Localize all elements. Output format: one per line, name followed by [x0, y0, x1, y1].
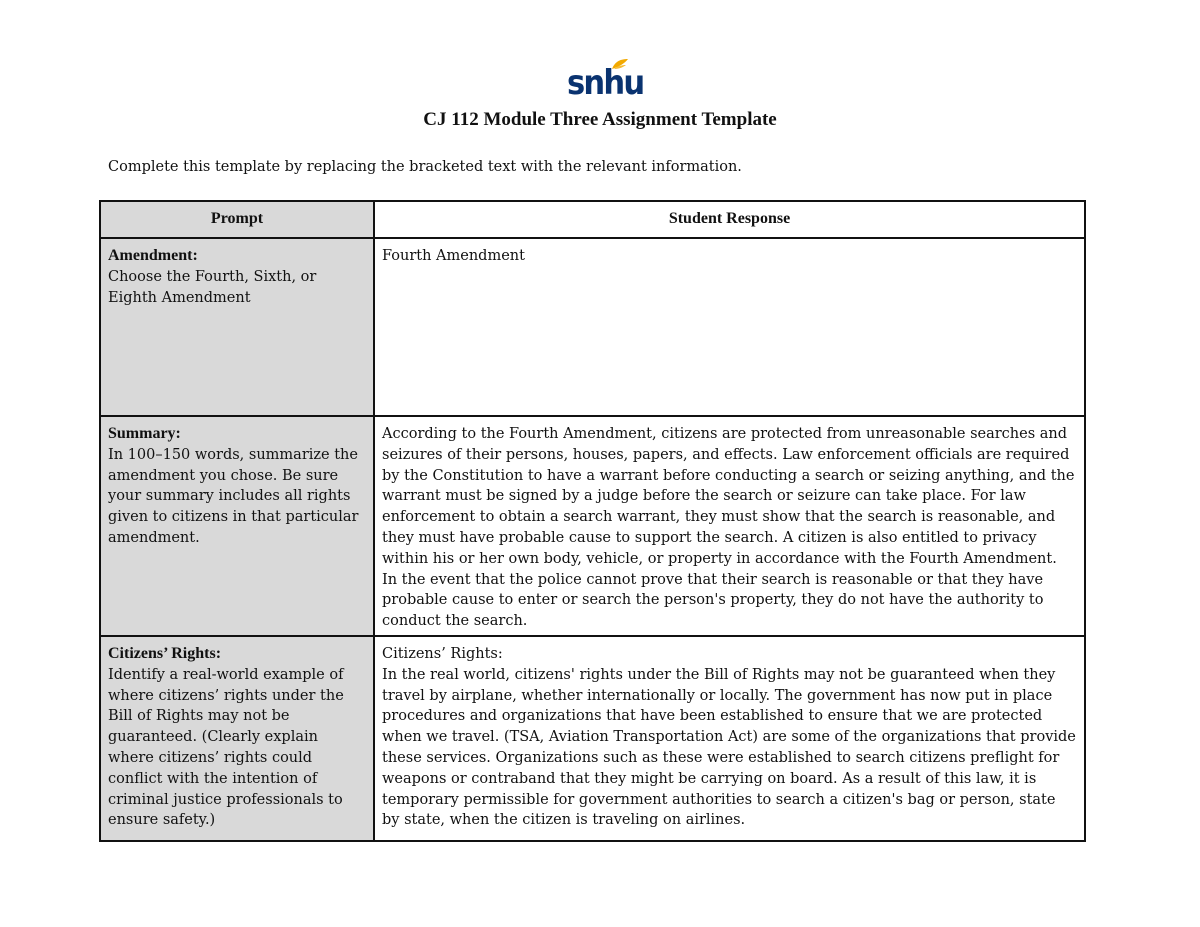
response-cell-citizens-rights[interactable] — [374, 636, 1085, 841]
prompt-description: Choose the Fourth, Sixth, or Eighth Amendment — [108, 268, 317, 306]
document-title: CJ 112 Module Three Assignment Template — [423, 109, 777, 130]
table-row-summary — [100, 416, 1085, 636]
response-text: In the real world, citizens' rights under the Bill of Rights may not be guaranteed when they travel by airplane, whether internationally or locally. The government has now put in place procedures and organizations that have been established to ensure that we are protected when we travel. (TSA, Aviation Transportation Act) are some of the organizations that provide these services. Organizations such as these were established to search citizens preflight for weapons or contraband that they might be carrying on board. As a result of this law, it is temporary permissible for government authorities to search a citizen's bag or person, state by state, when the citizen is traveling on airlines. — [382, 666, 1076, 829]
prompt-cell-citizens-rights — [100, 636, 374, 841]
prompt-cell-amendment — [100, 238, 374, 416]
prompt-label: Citizens’ Rights: — [108, 644, 222, 662]
response-heading: Citizens’ Rights: — [382, 645, 503, 662]
prompt-label: Amendment: — [108, 247, 198, 264]
prompt-cell-summary — [100, 416, 374, 636]
instructions-text: Complete this template by replacing the bracketed text with the relevant information. — [108, 159, 742, 175]
prompt-label: Summary: — [108, 425, 181, 442]
response-text: Fourth Amendment — [382, 248, 525, 264]
table-row-citizens-rights — [100, 636, 1085, 841]
table-header-row — [100, 201, 1085, 238]
prompt-description: In 100–150 words, summarize the amendment you chose. Be sure your summary includes all rights given to citizens in that particular amendment. — [108, 446, 359, 546]
prompt-column-header: Prompt — [100, 201, 374, 238]
prompt-description: Identify a real-world example of where citizens’ rights under the Bill of Rights may not be guaranteed. (Clearly explain where citizens’ rights could conflict with the intention of criminal justice professionals to ensure safety.) — [108, 666, 344, 829]
response-cell-summary[interactable] — [374, 416, 1085, 636]
table-row-amendment — [100, 238, 1085, 416]
snhu-logo — [567, 56, 644, 104]
response-column-header: Student Response — [374, 201, 1085, 238]
logo-wordmark: snhu — [567, 63, 644, 103]
response-cell-amendment[interactable] — [374, 238, 1085, 416]
assignment-table — [99, 200, 1086, 842]
response-text: According to the Fourth Amendment, citizens are protected from unreasonable searches and seizures of their persons, houses, papers, and effects. Law enforcement officials are required by the Constitution to have a warrant before conducting a search or seizing anything, and the warrant must be signed by a judge before the search or seizure can take place. For law enforcement to obtain a search warrant, they must show that the search is reasonable, and they must have probable cause to support the search. A citizen is also entitled to privacy within his or her own body, vehicle, or property in accordance with the Fourth Amendment. In the event that the police cannot prove that their search is reasonable or that they have probable cause to enter or search the person's property, they do not have the authority to conduct the search. — [382, 426, 1075, 630]
